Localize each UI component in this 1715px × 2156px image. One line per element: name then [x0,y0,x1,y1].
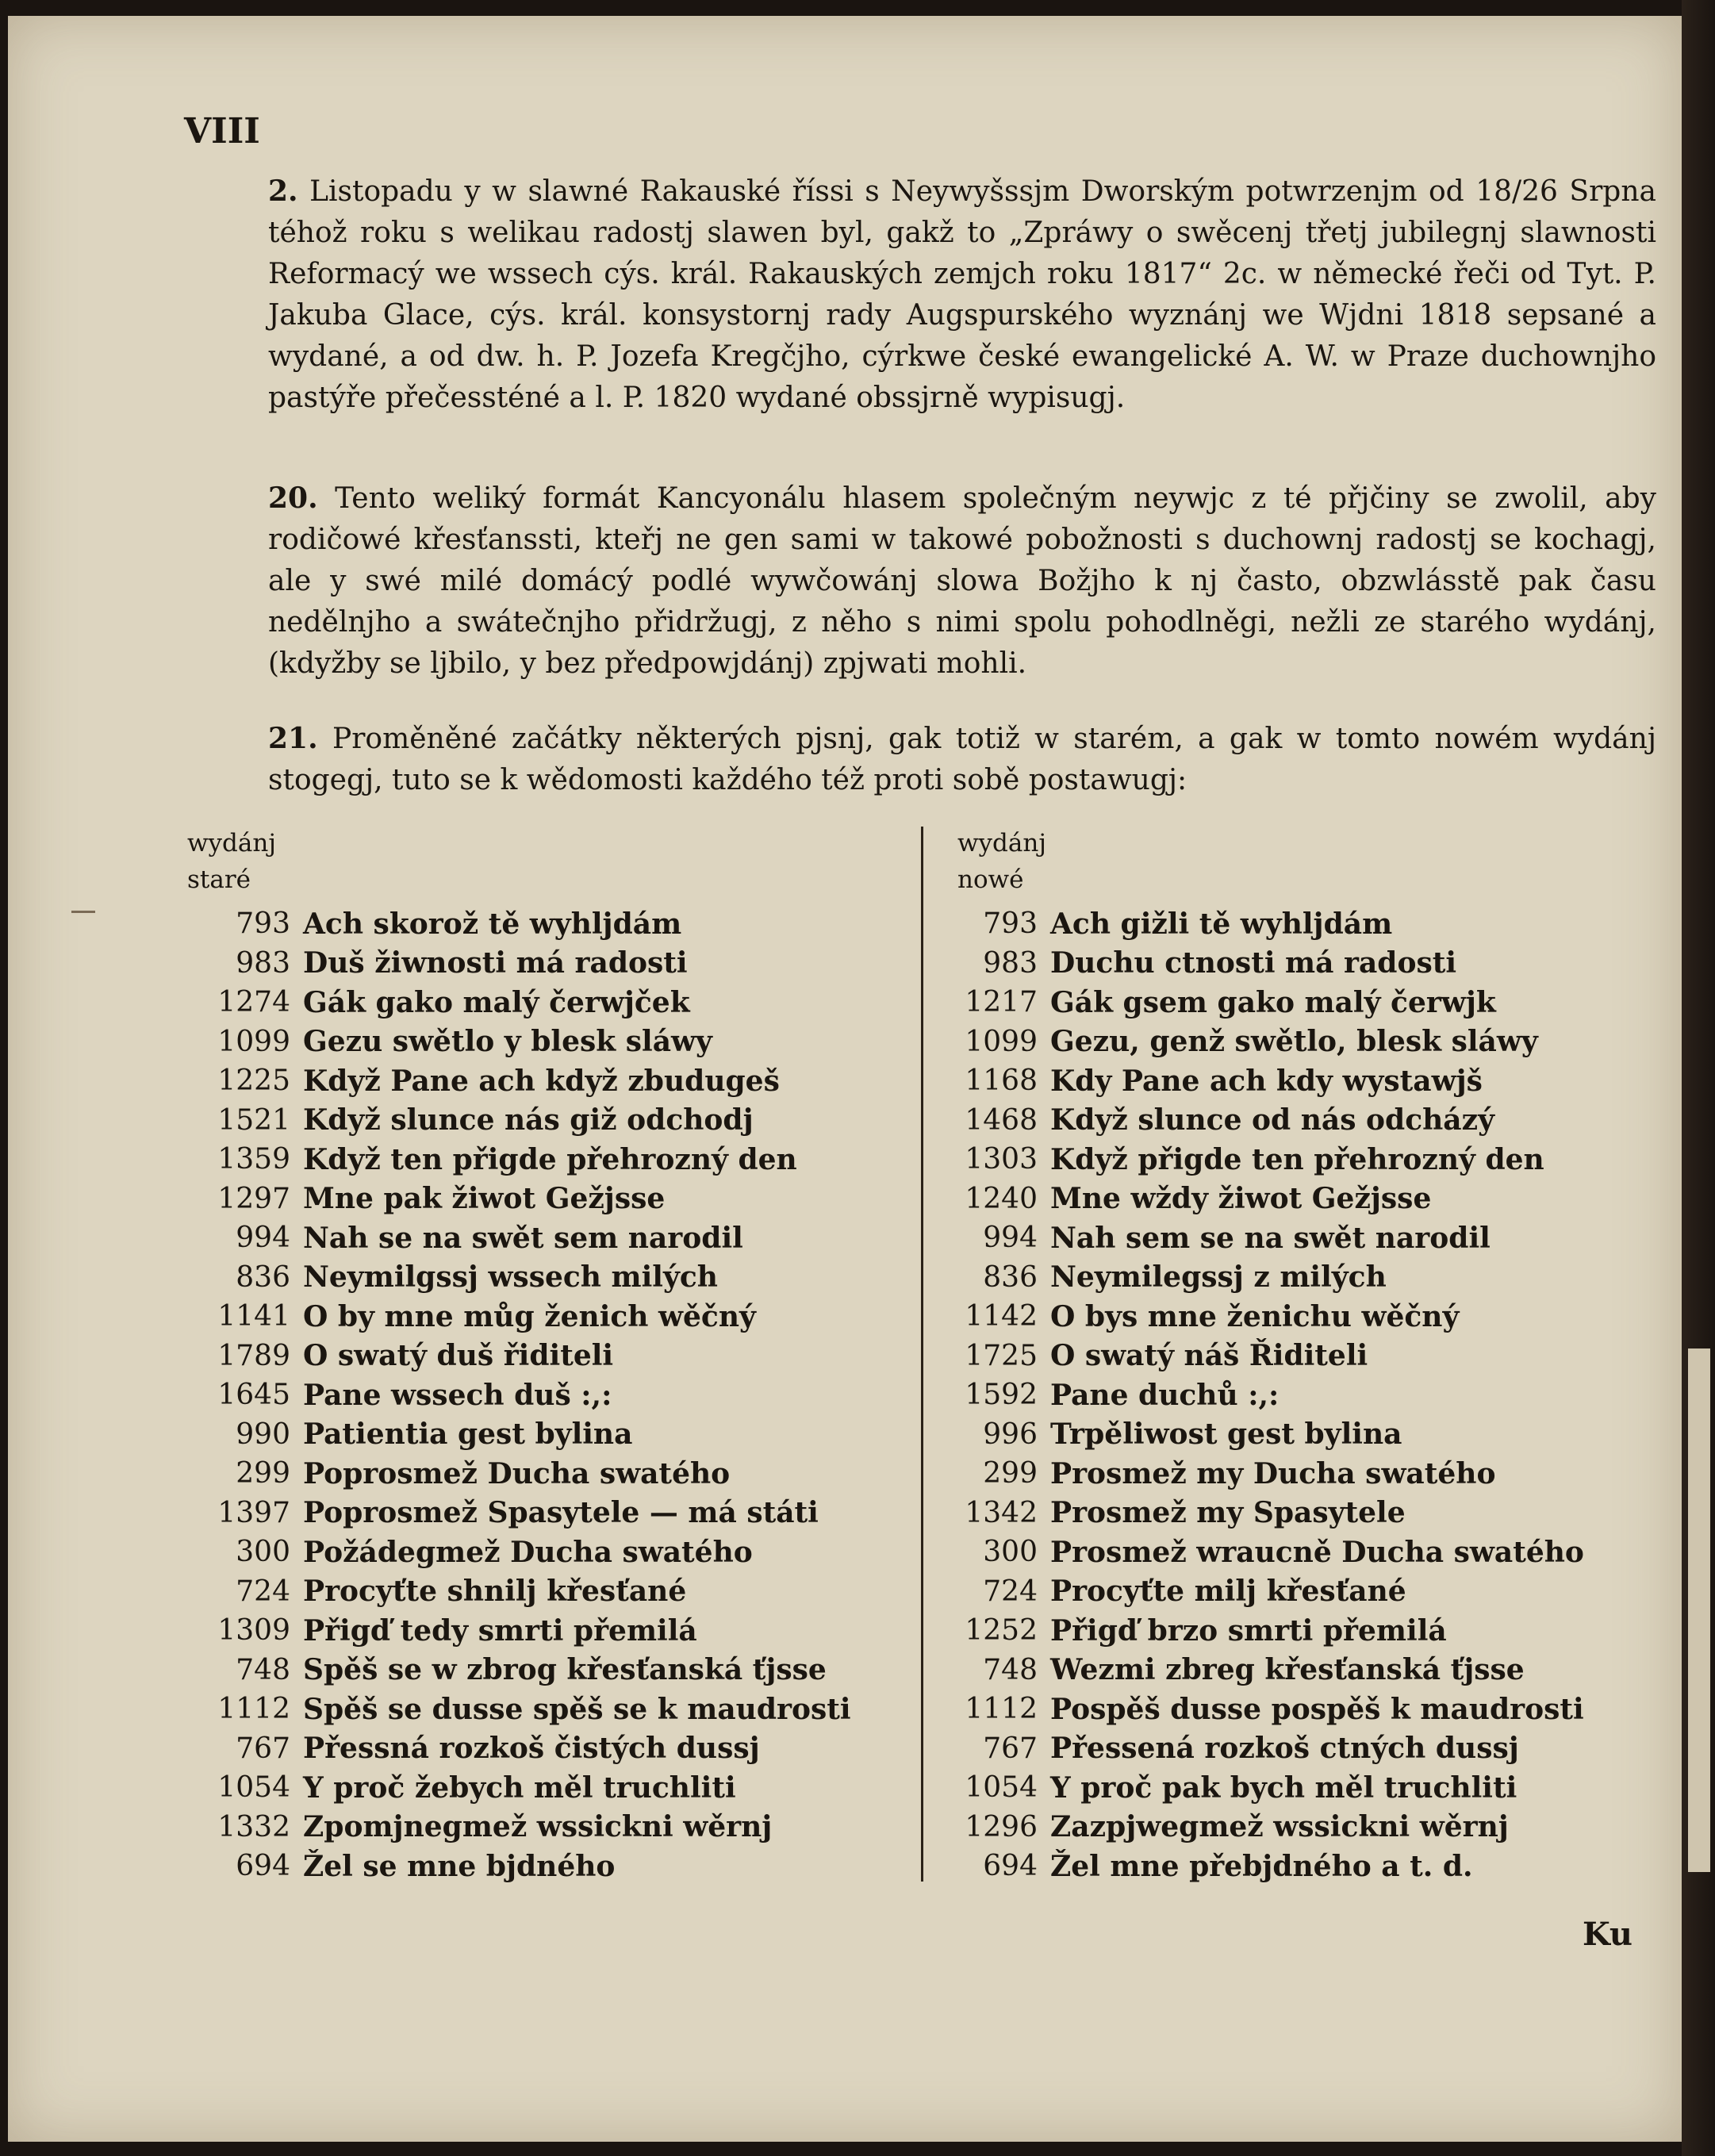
new-edition-row [944,1533,1584,1572]
old-edition-header [187,825,276,898]
hymn-title: Gezu, genž swětlo, blesk sláwy [1050,1025,1538,1059]
new-edition-row [944,944,1584,984]
hymn-number: 1342 [965,1496,1038,1529]
hymn-number: 1112 [217,1693,290,1726]
hymn-title: Když Pane ach když zbudugeš [303,1064,780,1098]
hymn-title: Když ten přigde přehrozný den [303,1142,797,1176]
hymn-title: O swatý duš řiditeli [303,1339,614,1373]
old-edition-row [187,1415,851,1455]
new-edition-row [944,1651,1584,1690]
hymn-number: 1297 [217,1182,290,1215]
old-edition-row [187,1690,851,1729]
new-edition-row [944,1611,1584,1651]
new-edition-row [944,1808,1584,1847]
hymn-number: 767 [236,1732,290,1765]
hymn-number: 299 [236,1457,290,1490]
old-edition-row [187,1808,851,1847]
hymn-number: 694 [236,1850,290,1883]
old-edition-row [187,1180,851,1219]
hymn-number: 1274 [217,986,290,1019]
new-edition-row [944,1572,1584,1612]
hymn-title: Spěš se w zbrog křesťanská ťjsse [303,1653,827,1687]
hymn-title: Poprosmež Spasytele — má státi [303,1496,819,1530]
hymn-title: Gák gako malý čerwjček [303,985,690,1019]
paragraph-text: Listopadu y w slawné Rakauské říssi s Neywyšssjm Dworským potwrzenjm od 18/26 Srpna téhož roku s welikau radostj slawen byl, gakž to „Zpráwy o swěcenj třetj jubilegnj slawnosti Reformacý we wssech cýs. král. Rakauských zemjch roku 1817“ 2c. w německé řeči od Tyt. P. Jakuba Glace, cýs. král. konsystornj rady Augspurského wyznánj we Wjdni 1818 sepsané a wydané, a od dw. h. P. Jozefa Kregčjho, cýrkwe české ewangelické A. W. w Praze duchownjho pastýře přečessténé a l. P. 1820 wydané obssjrně wypisugj. [268,175,1656,414]
hymn-number: 1099 [965,1025,1038,1058]
new-edition-row [944,1218,1584,1258]
hymn-title: Y proč žebych měl truchliti [303,1770,736,1805]
hymn-number: 1141 [217,1300,290,1333]
old-edition-row [187,1729,851,1769]
old-edition-row [187,1768,851,1808]
hymn-title: Přigď brzo smrti přemilá [1050,1613,1447,1648]
hymn-number: 1359 [217,1143,290,1176]
hymn-title: Spěš se dusse spěš se k maudrosti [303,1692,851,1726]
hymn-title: Procyťte shnilj křesťané [303,1575,687,1609]
old-edition-row [187,1611,851,1651]
old-edition-row [187,944,851,984]
hymn-title: Nah se na swět sem narodil [303,1221,743,1255]
hymn-title: Mne wždy žiwot Gežjsse [1050,1182,1432,1216]
hymn-title: Kdy Pane ach kdy wystawjš [1050,1064,1483,1098]
hymn-number: 300 [236,1536,290,1569]
hymn-number: 1296 [965,1810,1038,1843]
hymn-number: 1468 [965,1103,1038,1137]
old-edition-row [187,1572,851,1612]
hymn-title: Neymilegssj z milých [1050,1260,1387,1295]
hymn-number: 1645 [217,1379,290,1412]
old-header-line-2: staré [187,865,251,894]
hymn-title: Ach skorož tě wyhljdám [303,907,682,941]
book-page [8,16,1682,2142]
hymn-title: O bys mne ženichu wěčný [1050,1299,1460,1333]
old-edition-row [187,904,851,944]
hymn-number: 724 [236,1575,290,1608]
hymn-number: 1217 [965,986,1038,1019]
paragraph-text: Proměněné začátky některých pjsnj, gak totiž w starém, a gak w tomto nowém wydánj stogegj, tuto se k wědomosti každého též proti sobě postawugj: [268,723,1656,796]
hymn-title: Ach gižli tě wyhljdám [1050,907,1393,941]
new-header-line-1: wydánj [957,829,1046,857]
hymn-number: 1168 [965,1065,1038,1098]
hymn-title: Duchu ctnosti má radosti [1050,946,1457,980]
old-edition-row [187,1061,851,1101]
hymn-number: 1099 [217,1025,290,1058]
hymn-title: Přessená rozkoš ctných dussj [1050,1732,1519,1766]
hymn-number: 1112 [965,1693,1038,1726]
page-number: VIII [184,111,260,152]
hymn-title: Zpomjnegmež wssickni wěrnj [303,1810,773,1844]
hymn-title: Žel se mne bjdného [303,1849,616,1883]
new-edition-row [944,1847,1584,1886]
new-edition-row [944,1101,1584,1141]
hymn-title: Wezmi zbreg křesťanská ťjsse [1050,1653,1525,1687]
hymn-number: 994 [983,1222,1038,1255]
new-edition-row [944,1494,1584,1533]
new-edition-row [944,1729,1584,1769]
hymn-title: Když přigde ten přehrozný den [1050,1142,1544,1176]
hymn-title: Duš žiwnosti má radosti [303,946,688,980]
old-edition-row [187,1101,851,1141]
hymn-title: Zazpjwegmež wssickni wěrnj [1050,1810,1509,1844]
hymn-number: 1240 [965,1182,1038,1215]
next-page-strip [1688,1348,1710,1872]
hymn-title: Požádegmež Ducha swatého [303,1535,753,1569]
hymn-title: Nah sem se na swět narodil [1050,1221,1491,1255]
hymn-number: 1225 [217,1065,290,1098]
hymn-title: Když slunce od nás odcházý [1050,1103,1494,1137]
old-edition-row [187,983,851,1022]
new-edition-row [944,1768,1584,1808]
hymn-title: Procyťte milj křesťané [1050,1575,1406,1609]
paragraph-number: 20. [268,481,318,515]
new-edition-row [944,983,1584,1022]
old-header-line-1: wydánj [187,829,276,857]
hymn-number: 793 [236,907,290,941]
new-edition-row [944,1180,1584,1219]
old-edition-row [187,1337,851,1376]
hymn-title: Mne pak žiwot Gežjsse [303,1182,666,1216]
hymn-number: 1332 [217,1810,290,1843]
new-edition-row [944,1140,1584,1180]
hymn-title: Gák gsem gako malý čerwjk [1050,985,1496,1019]
new-edition-header [957,825,1046,898]
new-header-line-2: nowé [957,865,1024,894]
old-edition-row [187,1847,851,1886]
hymn-number: 1397 [217,1496,290,1529]
hymn-title: Pospěš dusse pospěš k maudrosti [1050,1692,1584,1726]
hymn-number: 724 [983,1575,1038,1608]
old-edition-row [187,1258,851,1298]
hymn-number: 767 [983,1732,1038,1765]
hymn-title: Prosmež my Ducha swatého [1050,1456,1496,1490]
margin-mark [71,911,95,913]
hymn-title: Pane wssech duš :,: [303,1378,612,1412]
new-edition-row [944,1258,1584,1298]
paragraph-text: Tento weliký formát Kancyonálu hlasem společným neywjc z té přjčiny se zwolil, aby rodičowé křesťanssti, kteřj ne gen sami w takowé pobožnosti s duchownj radostj se kochagj, ale y swé milé domácý podlé wywčowánj slowa Božjho k nj často, obzwlásstě pak času nedělnjho a swátečnjho přidržugj, z něho s nimi spolu pohodlněgi, nežli ze starého wydánj, (kdyžby se ljbilo, y bez předpowjdánj) zpjwati mohli. [268,482,1656,680]
hymn-number: 1054 [217,1771,290,1805]
hymn-number: 1303 [965,1143,1038,1176]
hymn-number: 1725 [965,1339,1038,1372]
hymn-number: 836 [983,1260,1038,1294]
hymn-number: 1142 [965,1300,1038,1333]
hymn-title: Gezu swětlo y blesk sláwy [303,1025,712,1059]
new-edition-row [944,1337,1584,1376]
hymn-number: 994 [236,1222,290,1255]
hymn-title: Prosmež my Spasytele [1050,1496,1406,1530]
hymn-title: Když slunce nás giž odchodj [303,1103,754,1137]
paragraph-number: 2. [268,175,298,208]
hymn-title: Prosmež wraucně Ducha swatého [1050,1535,1584,1569]
hymn-number: 1521 [217,1103,290,1137]
old-edition-row [187,1140,851,1180]
hymn-number: 299 [983,1457,1038,1490]
hymn-title: Trpěliwost gest bylina [1050,1418,1402,1452]
column-divider [921,827,923,1882]
old-edition-row [187,1533,851,1572]
new-edition-row [944,1297,1584,1337]
paragraph-number: 21. [268,722,318,755]
hymn-title: Patientia gest bylina [303,1418,633,1452]
hymn-number: 996 [983,1418,1038,1451]
hymn-title: O swatý náš Řiditeli [1050,1339,1368,1373]
hymn-number: 836 [236,1260,290,1294]
hymn-number: 1592 [965,1379,1038,1412]
hymn-number: 793 [983,907,1038,941]
hymn-title: O by mne můg ženich wěčný [303,1299,756,1333]
hymn-number: 748 [983,1653,1038,1686]
new-edition-row [944,1061,1584,1101]
hymn-number: 983 [236,946,290,980]
old-edition-list [187,904,851,1886]
new-edition-row [944,1415,1584,1455]
hymn-number: 983 [983,946,1038,980]
hymn-title: Žel mne přebjdného a t. d. [1050,1849,1473,1883]
hymn-number: 1054 [965,1771,1038,1805]
hymn-title: Neymilgssj wssech milých [303,1260,718,1295]
new-edition-row [944,1454,1584,1494]
hymn-title: Pane duchů :,: [1050,1378,1280,1412]
hymn-number: 1252 [965,1614,1038,1648]
hymn-title: Poprosmež Ducha swatého [303,1456,731,1490]
old-edition-row [187,1297,851,1337]
old-edition-row [187,1375,851,1415]
old-edition-row [187,1454,851,1494]
new-edition-list [944,904,1584,1886]
paragraph-20 [268,478,1656,685]
hymn-number: 300 [983,1536,1038,1569]
old-edition-row [187,1494,851,1533]
paragraph-21 [268,718,1656,801]
paragraph-19 [268,171,1656,419]
old-edition-row [187,1651,851,1690]
hymn-number: 694 [983,1850,1038,1883]
new-edition-row [944,904,1584,944]
hymn-number: 1789 [217,1339,290,1372]
hymn-title: Přigď tedy smrti přemilá [303,1613,697,1648]
old-edition-row [187,1218,851,1258]
old-edition-row [187,1022,851,1062]
hymn-title: Y proč pak bych měl truchliti [1050,1770,1517,1805]
hymn-number: 1309 [217,1614,290,1648]
hymn-number: 990 [236,1418,290,1451]
hymn-title: Přessná rozkoš čistých dussj [303,1732,760,1766]
new-edition-row [944,1022,1584,1062]
new-edition-row [944,1375,1584,1415]
catchword: Ku [1583,1916,1633,1953]
hymn-number: 748 [236,1653,290,1686]
new-edition-row [944,1690,1584,1729]
